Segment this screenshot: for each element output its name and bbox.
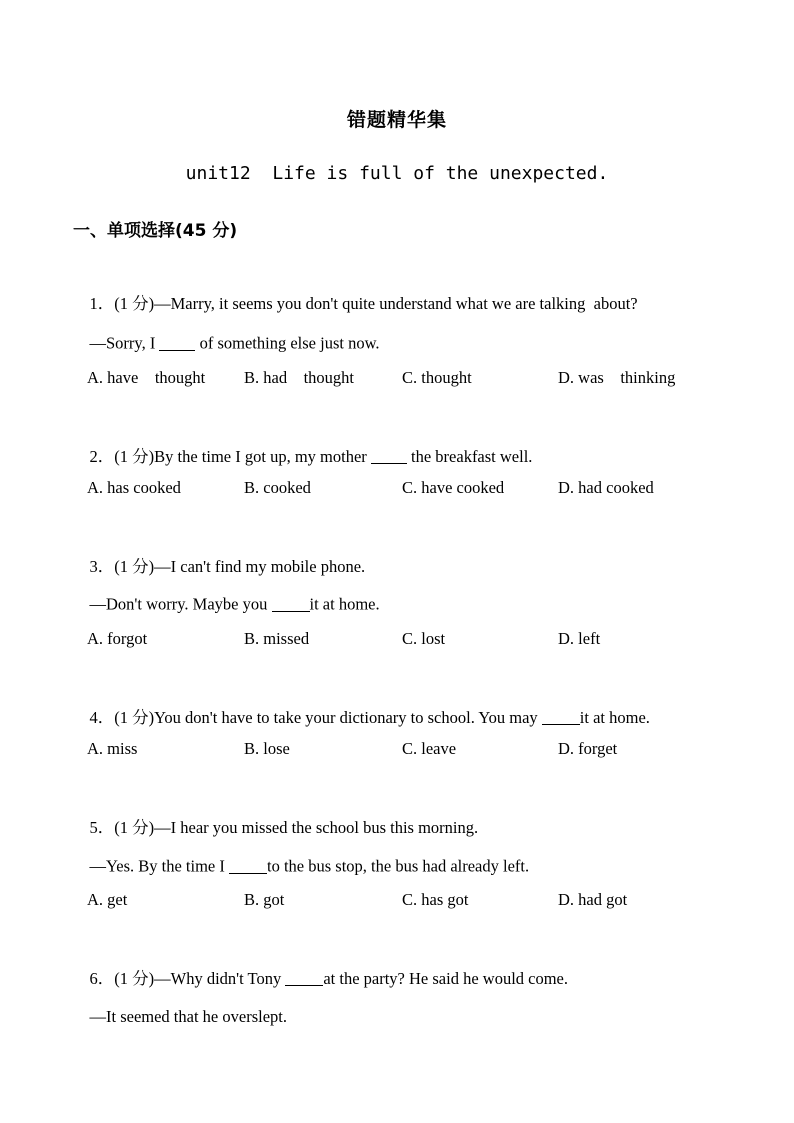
question-text: it at home. xyxy=(309,594,380,614)
question-text: —Don't worry. Maybe you xyxy=(89,594,272,614)
option-b: B. lose xyxy=(244,739,290,758)
question-text: —I hear you missed the school bus this morning. xyxy=(154,818,479,837)
option-d: D. left xyxy=(558,629,601,648)
option-c: C. leave xyxy=(402,739,457,758)
question-text: —Marry, it seems you don't quite understand what we are talking about? xyxy=(154,294,638,313)
option-d: D. was thinking xyxy=(558,368,676,387)
option-c: C. lost xyxy=(402,629,446,648)
question-text: —Yes. By the time I xyxy=(89,856,229,876)
option-c: C. has got xyxy=(402,890,469,909)
question-text: to the bus stop, the bus had already left. xyxy=(267,856,530,876)
option-a: A. get xyxy=(87,890,128,909)
question-text: it at home. xyxy=(579,708,650,727)
question-number: 5．(1 分) xyxy=(89,818,155,837)
question-text: —Why didn't Tony xyxy=(154,969,286,988)
answer-blank xyxy=(371,447,407,465)
question-text: You don't have to take your dictionary to school. You may xyxy=(154,708,542,727)
option-a: A. miss xyxy=(87,739,138,758)
question-number: 2．(1 分) xyxy=(89,447,155,466)
question-text: By the time I got up, my mother xyxy=(154,447,371,466)
option-d: D. had got xyxy=(558,890,628,909)
section-heading: 一、单项选择(45 分) xyxy=(73,221,238,241)
question-number: 6．(1 分) xyxy=(89,969,155,988)
unit-subtitle: unit12 Life is full of the unexpected. xyxy=(185,163,609,184)
question-3-response xyxy=(73,574,380,635)
question-text: at the party? He said he would come. xyxy=(323,969,569,988)
question-number: 1．(1 分) xyxy=(89,294,155,313)
option-b: B. cooked xyxy=(244,478,311,497)
option-d: D. had cooked xyxy=(558,478,654,497)
question-text: the breakfast well. xyxy=(406,447,533,466)
question-1-response xyxy=(73,313,380,374)
question-text: —It seemed that he overslept. xyxy=(89,1007,287,1026)
question-5-response xyxy=(73,836,529,897)
option-a: A. have thought xyxy=(87,368,206,387)
option-c: C. have cooked xyxy=(402,478,505,497)
option-b: B. had thought xyxy=(244,368,354,387)
answer-blank xyxy=(159,333,195,351)
answer-blank xyxy=(272,594,310,612)
option-d: D. forget xyxy=(558,739,618,758)
option-c: C. thought xyxy=(402,368,472,387)
question-6-response xyxy=(73,987,287,1047)
option-a: A. has cooked xyxy=(87,478,181,497)
option-b: B. got xyxy=(244,890,285,909)
answer-blank xyxy=(229,856,267,874)
option-a: A. forgot xyxy=(87,629,148,648)
question-number: 4．(1 分) xyxy=(89,708,155,727)
question-text: —Sorry, I xyxy=(89,333,160,353)
option-b: B. missed xyxy=(244,629,310,648)
answer-blank xyxy=(285,969,323,987)
answer-blank xyxy=(542,708,580,726)
question-text: —I can't find my mobile phone. xyxy=(154,557,366,576)
question-number: 3．(1 分) xyxy=(89,557,155,576)
page-title: 错题精华集 xyxy=(346,109,447,131)
question-text: of something else just now. xyxy=(195,333,380,353)
